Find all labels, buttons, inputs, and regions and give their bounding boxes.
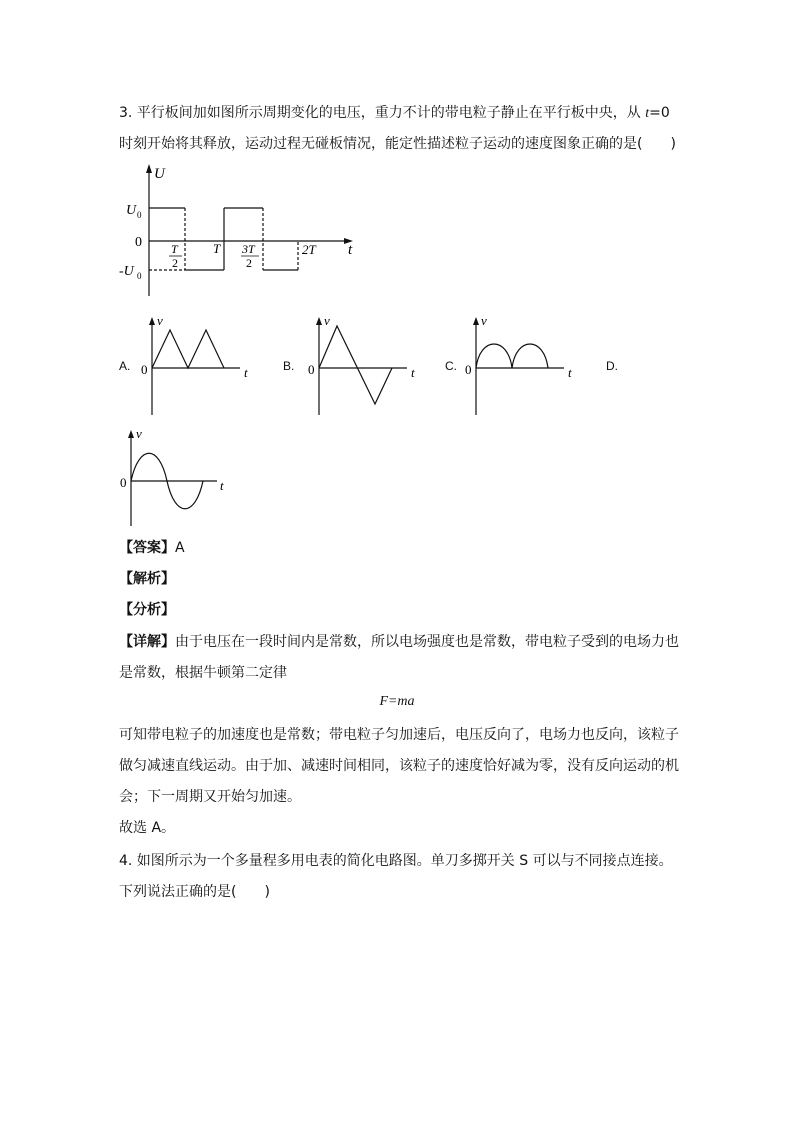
u0-sub: 0 — [137, 210, 142, 220]
tick-half-den: 2 — [172, 256, 178, 270]
tick-2T: 2T — [302, 242, 316, 257]
tick-3half-num: 3T — [242, 242, 255, 256]
origin: 0 — [308, 362, 315, 377]
analysis-label: 【解析】 — [119, 571, 175, 587]
option-c-label: C. — [445, 359, 457, 373]
detail-line3: 可知带电粒子的加速度也是常数；带电粒子匀加速后，电压反向了，电场力也反向，该粒子 — [119, 727, 679, 743]
axis-v: v — [136, 426, 142, 441]
u0-label: U — [126, 203, 137, 218]
conclusion: 故选 A。 — [119, 820, 176, 836]
origin: 0 — [120, 475, 127, 490]
formula: F=ma — [379, 694, 415, 709]
q4-line1: 4. 如图所示为一个多量程多用电表的简化电路图。单刀多掷开关 S 可以与不同接点连接。 — [119, 853, 673, 869]
option-d-graph — [119, 426, 229, 529]
detail-line2: 是常数，根据牛顿第二定律 — [119, 665, 287, 681]
tick-half-num: T — [171, 242, 178, 256]
q3-line2: 时刻开始将其释放，运动过程无碰板情况，能定性描述粒子运动的速度图象正确的是( ) — [119, 136, 676, 152]
detail-line1: 【详解】由于电压在一段时间内是常数，所以电场强度也是常数，带电粒子受到的电场力也 — [119, 634, 679, 650]
u-axis-label: U — [154, 166, 165, 182]
neg-u0-label: -U — [119, 264, 134, 279]
u-axis-arrow — [146, 164, 152, 173]
axis-t: t — [220, 478, 224, 493]
option-b-graph — [307, 313, 417, 416]
t-axis-label: t — [348, 242, 353, 258]
tick-T: T — [213, 241, 221, 256]
option-b-label: B. — [283, 359, 295, 373]
axis-t: t — [568, 365, 572, 380]
axis-v: v — [481, 313, 487, 328]
option-d-label: D. — [606, 359, 618, 373]
detail-line5: 会；下一周期又开始匀加速。 — [119, 789, 301, 805]
q4-line2: 下列说法正确的是( ) — [119, 884, 270, 900]
origin: 0 — [465, 362, 472, 377]
detail-line4: 做匀减速直线运动。由于加、减速时间相同，该粒子的速度恰好减为零，没有反向运动的机 — [119, 758, 679, 774]
option-a-label: A. — [119, 359, 131, 373]
answer: 【答案】A — [119, 540, 185, 556]
axis-v: v — [157, 313, 163, 328]
voltage-graph — [118, 162, 358, 302]
axis-v: v — [324, 313, 330, 328]
tick-3half-den: 2 — [246, 256, 252, 270]
option-c-graph — [464, 313, 574, 416]
origin-label: 0 — [135, 235, 142, 250]
axis-t: t — [244, 365, 248, 380]
axis-t: t — [411, 365, 415, 380]
fenxi-label: 【分析】 — [119, 602, 175, 618]
origin: 0 — [141, 362, 148, 377]
q3-line1: 3. 平行板间加如图所示周期变化的电压，重力不计的带电粒子静止在平行板中央，从 t=0 — [119, 105, 670, 121]
neg-u0-sub: 0 — [137, 271, 142, 281]
option-a-graph — [140, 313, 250, 416]
